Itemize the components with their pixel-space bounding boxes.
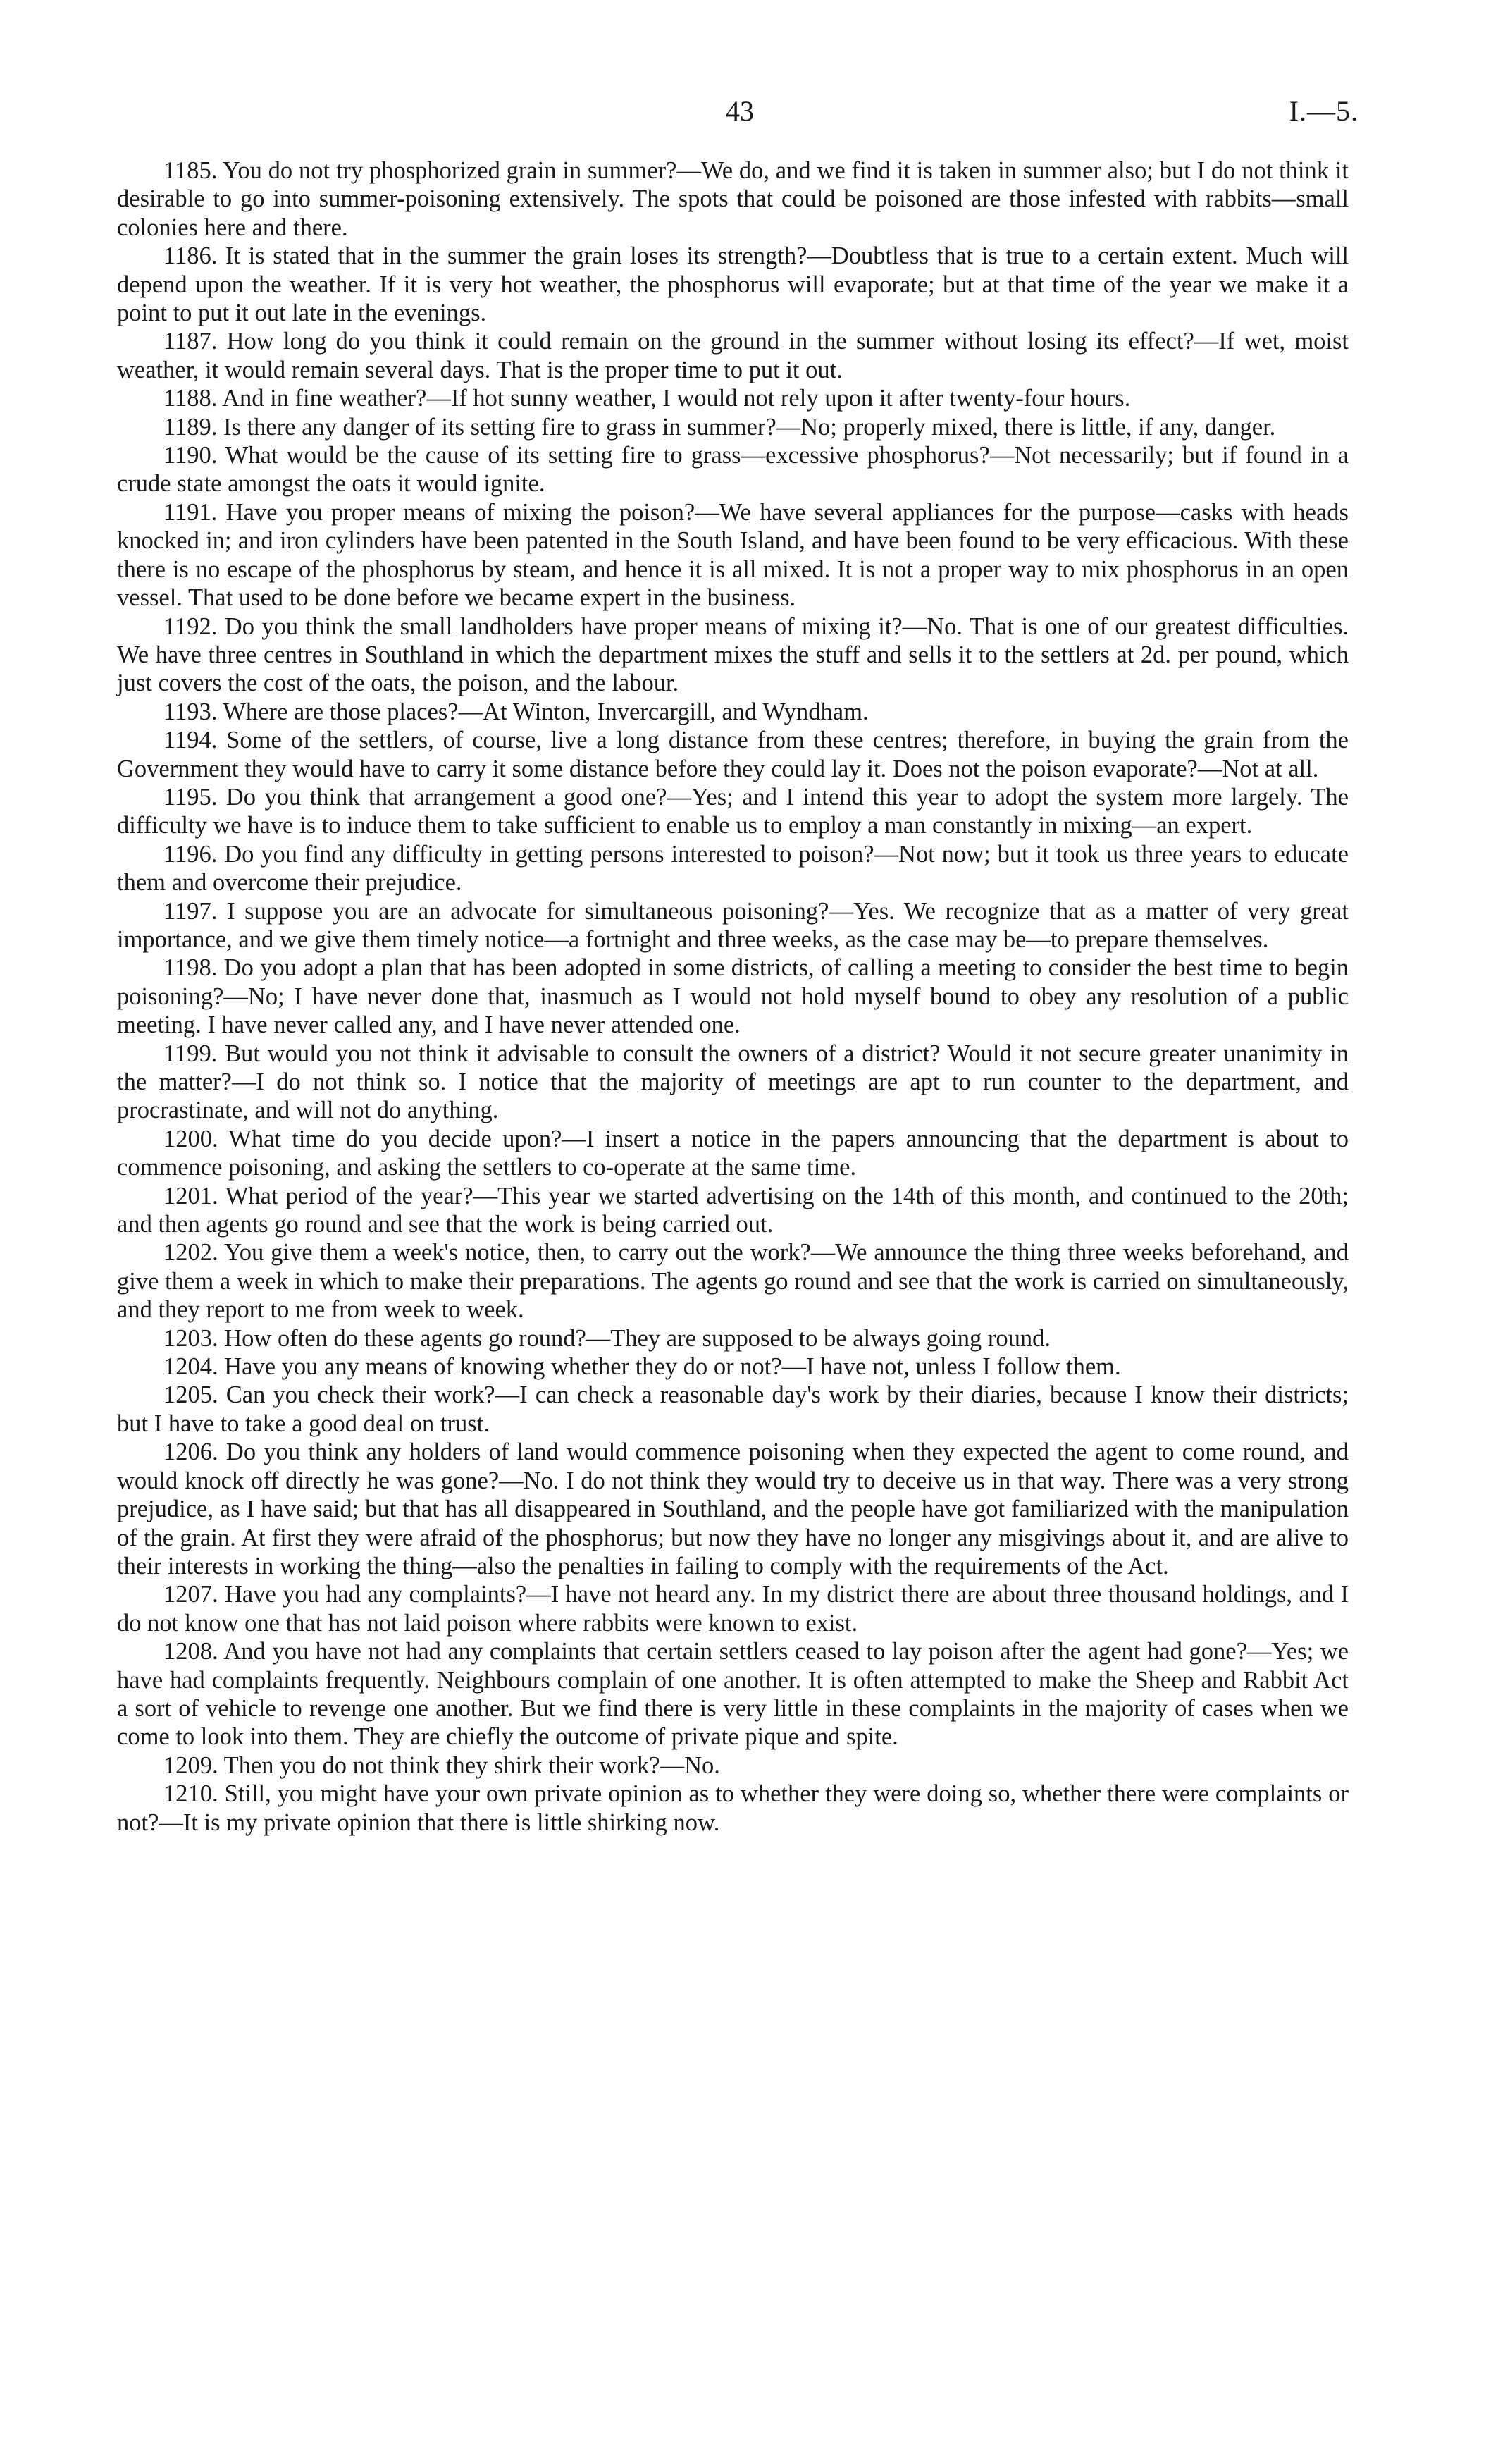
- question-answer-paragraph: 1187. How long do you think it could remain on the ground in the summer without losing its effect?—If wet, moist weather, it would remain several days. That is the proper time to put it out.: [117, 328, 1349, 383]
- question-answer-paragraph: 1199. But would you not think it advisable to consult the owners of a district? Would it not secure greater unanimity in the matter?—I do not think so. I notice that the majority of meetings are apt to run counter to the department, and procrastinate, and will not do anything.: [117, 1040, 1349, 1124]
- question-answer-paragraph: 1192. Do you think the small landholders have proper means of mixing it?—No. That is one of our greatest difficulties. We have three centres in Southland in which the department mixes the stuff and sells it to the settlers at 2d. per pound, which just covers the cost of the oats, the poison, and the labour.: [117, 612, 1349, 697]
- question-answer-paragraph: 1189. Is there any danger of its setting fire to grass in summer?—No; properly mixed, there is little, if any, danger.: [163, 413, 1276, 441]
- question-answer-paragraph: 1207. Have you had any complaints?—I have not heard any. In my district there are about three thousand holdings, and I do not know one that has not laid poison where rabbits were known to exist.: [117, 1581, 1349, 1637]
- question-answer-paragraph: 1185. You do not try phosphorized grain in summer?—We do, and we find it is taken in summer also; but I do not think it desirable to go into summer-poisoning extensively. The spots that could be poisoned are those infested with rabbits—small colonies here and there.: [117, 157, 1349, 241]
- document-reference: I.—5.: [1289, 95, 1358, 127]
- question-answer-paragraph: 1193. Where are those places?—At Winton, Invercargill, and Wyndham.: [163, 698, 869, 725]
- question-answer-paragraph: 1191. Have you proper means of mixing the poison?—We have several appliances for the purpose—casks with heads knocked in; and iron cylinders have been patented in the South Island, and have been found to be very efficacious. With these there is no escape of the phosphorus by steam, and hence it is all mixed. It is not a proper way to mix phosphorus in an open vessel. That used to be done before we became expert in the business.: [117, 498, 1349, 612]
- question-answer-paragraph: 1201. What period of the year?—This year we started advertising on the 14th of this month, and continued to the 20th; and then agents go round and see that the work is being carried out.: [117, 1182, 1349, 1238]
- question-answer-paragraph: 1198. Do you adopt a plan that has been adopted in some districts, of calling a meeting to consider the best time to begin poisoning?—No; I have never done that, inasmuch as I would not hold myself bound to obey any resolution of a public meeting. I have never called any, and I have never attended one.: [117, 954, 1349, 1039]
- question-answer-paragraph: 1202. You give them a week's notice, then, to carry out the work?—We announce the thing three weeks beforehand, and give them a week in which to make their preparations. The agents go round and see that the work is carried on simultaneously, and they report to me from week to week.: [117, 1239, 1349, 1324]
- question-answer-paragraph: 1188. And in fine weather?—If hot sunny weather, I would not rely upon it after twenty-four hours.: [163, 385, 1131, 412]
- question-answer-paragraph: 1200. What time do you decide upon?—I insert a notice in the papers announcing that the department is about to commence poisoning, and asking the settlers to co-operate at the same time.: [117, 1125, 1349, 1181]
- question-answer-paragraph: 1206. Do you think any holders of land would commence poisoning when they expected the agent to come round, and would knock off directly he was gone?—No. I do not think they would try to deceive us in that way. There was a very strong prejudice, as I have said; but that has all disappeared in Southland, and the people have got familiarized with the manipulation of the grain. At first they were afraid of the phosphorus; but now they have no longer any misgivings about it, and are alive to their interests in working the thing—also the penalties in failing to comply with the requirements of the Act.: [117, 1439, 1349, 1579]
- page-header: [0, 90, 1498, 133]
- question-answer-paragraph: 1203. How often do these agents go round?—They are supposed to be always going round.: [163, 1324, 1051, 1352]
- page-number: 43: [726, 95, 754, 127]
- question-answer-paragraph: 1197. I suppose you are an advocate for simultaneous poisoning?—Yes. We recognize that as a matter of very great importance, and we give them timely notice—a fortnight and three weeks, as the case may be—to prepare themselves.: [117, 897, 1349, 953]
- question-answer-paragraph: 1208. And you have not had any complaints that certain settlers ceased to lay poison after the agent had gone?—Yes; we have had complaints frequently. Neighbours complain of one another. It is often attempted to make the Sheep and Rabbit Act a sort of vehicle to revenge one another. But we find there is very little in these complaints in the majority of cases when we come to look into them. They are chiefly the outcome of private pique and spite.: [117, 1638, 1349, 1751]
- question-answer-paragraph: 1190. What would be the cause of its setting fire to grass—excessive phosphorus?—Not necessarily; but if found in a crude state amongst the oats it would ignite.: [117, 442, 1349, 498]
- question-answer-paragraph: 1205. Can you check their work?—I can check a reasonable day's work by their diaries, because I know their districts; but I have to take a good deal on trust.: [117, 1381, 1349, 1437]
- testimony-body: [117, 156, 1349, 1837]
- question-answer-paragraph: 1210. Still, you might have your own private opinion as to whether they were doing so, whether there were complaints or not?—It is my private opinion that there is little shirking now.: [117, 1780, 1349, 1836]
- question-answer-paragraph: 1209. Then you do not think they shirk their work?—No.: [163, 1751, 720, 1779]
- question-answer-paragraph: 1195. Do you think that arrangement a good one?—Yes; and I intend this year to adopt the system more largely. The difficulty we have is to induce them to take sufficient to enable us to employ a man constantly in mixing—an expert.: [117, 783, 1349, 839]
- question-answer-paragraph: 1196. Do you find any difficulty in getting persons interested to poison?—Not now; but it took us three years to educate them and overcome their prejudice.: [117, 840, 1349, 897]
- question-answer-paragraph: 1194. Some of the settlers, of course, live a long distance from these centres; therefore, in buying the grain from the Government they would have to carry it some distance before they could lay it. Does not the poison evaporate?—Not at all.: [117, 727, 1349, 782]
- question-answer-paragraph: 1204. Have you any means of knowing whether they do or not?—I have not, unless I follow them.: [163, 1353, 1121, 1381]
- question-answer-paragraph: 1186. It is stated that in the summer the grain loses its strength?—Doubtless that is true to a certain extent. Much will depend upon the weather. If it is very hot weather, the phosphorus will evaporate; but at that time of the year we make it a point to put it out late in the evenings.: [117, 242, 1349, 327]
